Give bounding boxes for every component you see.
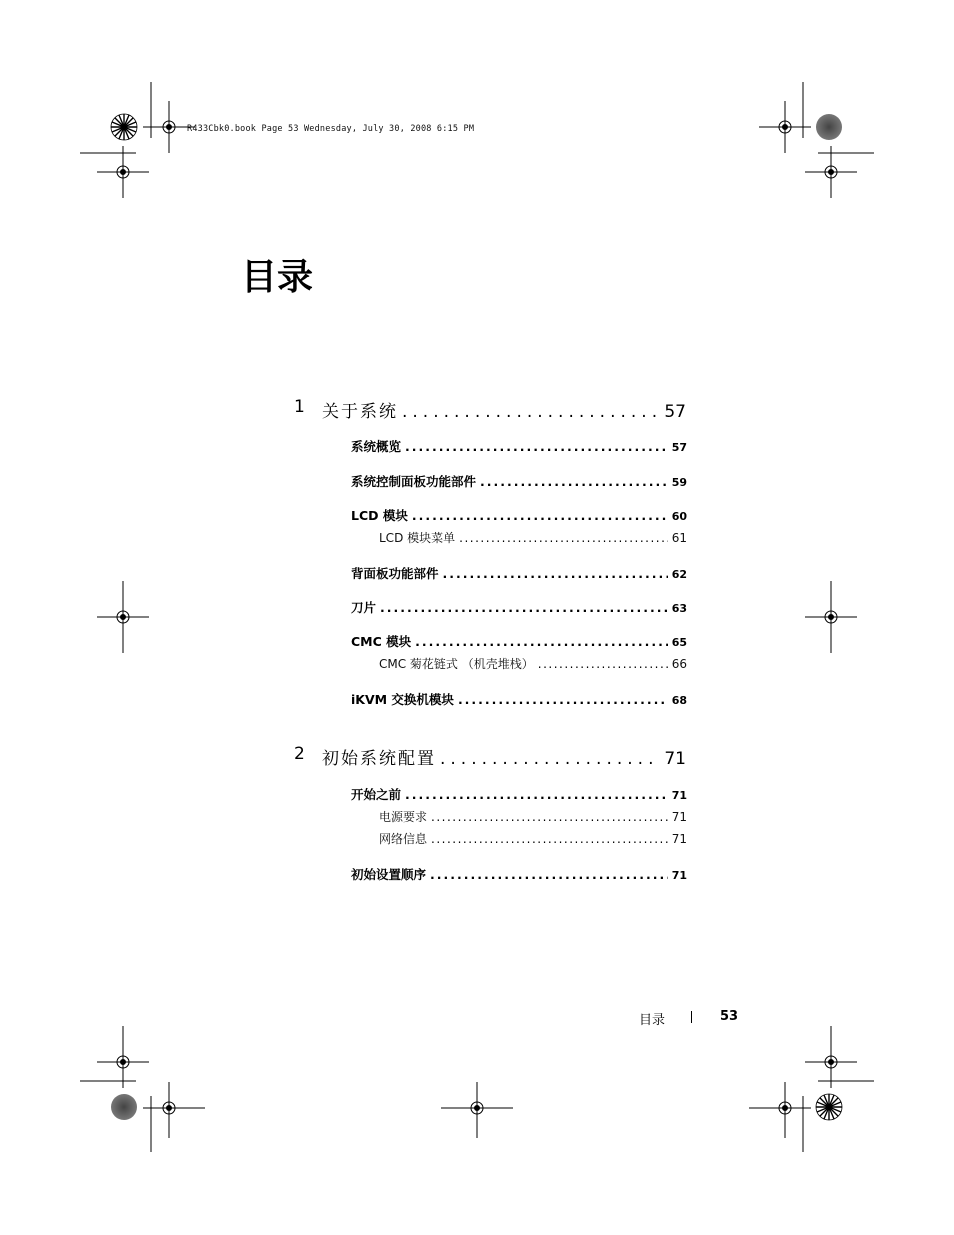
leader-dots <box>405 787 668 802</box>
section-page: 65 <box>671 636 687 649</box>
leader-dots <box>538 657 668 671</box>
leader-dots <box>380 600 668 615</box>
leader-dots <box>431 832 668 846</box>
subsection-title: LCD 模块菜单 <box>379 531 456 545</box>
section-title: CMC 模块 <box>351 634 412 649</box>
toc-section[interactable] <box>351 632 687 650</box>
leader-dots <box>402 402 660 422</box>
footer-label: 目录 <box>639 1013 666 1028</box>
subsection-page: 66 <box>671 657 687 671</box>
section-page: 63 <box>671 602 687 615</box>
leader-dots <box>440 749 660 769</box>
toc-subsection[interactable] <box>379 830 687 847</box>
chapter-number: 1 <box>294 397 305 417</box>
toc-section[interactable] <box>351 472 687 490</box>
subsection-title: CMC 菊花链式 （机壳堆栈） <box>379 657 534 671</box>
section-page: 57 <box>671 441 687 454</box>
section-page: 62 <box>671 568 687 581</box>
toc-section[interactable] <box>351 564 687 582</box>
print-slug: R433Cbk0.book Page 53 Wednesday, July 30, 2008 6:15 PM <box>187 124 475 134</box>
section-title: 刀片 <box>351 600 377 615</box>
subsection-page: 61 <box>671 531 687 545</box>
section-title: iKVM 交换机模块 <box>351 692 454 707</box>
subsection-page: 71 <box>671 832 687 846</box>
section-title: 初始设置顺序 <box>351 867 427 882</box>
leader-dots <box>430 867 668 882</box>
leader-dots <box>443 566 668 581</box>
section-page: 59 <box>671 476 687 489</box>
section-page: 71 <box>671 869 687 882</box>
chapter-page: 71 <box>664 749 686 769</box>
leader-dots <box>405 439 668 454</box>
toc-subsection[interactable] <box>379 808 687 825</box>
section-title: 背面板功能部件 <box>351 566 439 581</box>
toc-section[interactable] <box>351 506 687 524</box>
subsection-title: 网络信息 <box>379 832 428 846</box>
toc-subsection[interactable] <box>379 529 687 546</box>
footer-separator <box>691 1011 692 1023</box>
section-title: LCD 模块 <box>351 508 408 523</box>
subsection-page: 71 <box>671 810 687 824</box>
section-title: 开始之前 <box>351 787 402 802</box>
toc-section[interactable] <box>351 690 687 708</box>
section-page: 71 <box>671 789 687 802</box>
toc-section[interactable] <box>351 437 687 455</box>
leader-dots <box>480 474 668 489</box>
section-page: 60 <box>671 510 687 523</box>
leader-dots <box>415 634 668 649</box>
chapter-title: 初始系统配置 <box>322 749 436 769</box>
toc-chapter-2[interactable] <box>294 744 686 769</box>
leader-dots <box>458 692 668 707</box>
section-title: 系统概览 <box>351 439 402 454</box>
footer-page-number: 53 <box>720 1009 739 1024</box>
leader-dots <box>431 810 668 824</box>
toc-chapter-1[interactable] <box>294 397 686 422</box>
leader-dots <box>459 531 668 545</box>
chapter-page: 57 <box>664 402 686 422</box>
leader-dots <box>412 508 668 523</box>
chapter-number: 2 <box>294 744 305 764</box>
page-title: 目录 <box>241 257 314 298</box>
section-page: 68 <box>671 694 687 707</box>
toc-section[interactable] <box>351 865 687 883</box>
toc-section[interactable] <box>351 598 687 616</box>
chapter-title: 关于系统 <box>322 402 398 422</box>
subsection-title: 电源要求 <box>379 810 428 824</box>
toc-subsection[interactable] <box>379 655 687 672</box>
toc-section[interactable] <box>351 785 687 803</box>
section-title: 系统控制面板功能部件 <box>351 474 477 489</box>
